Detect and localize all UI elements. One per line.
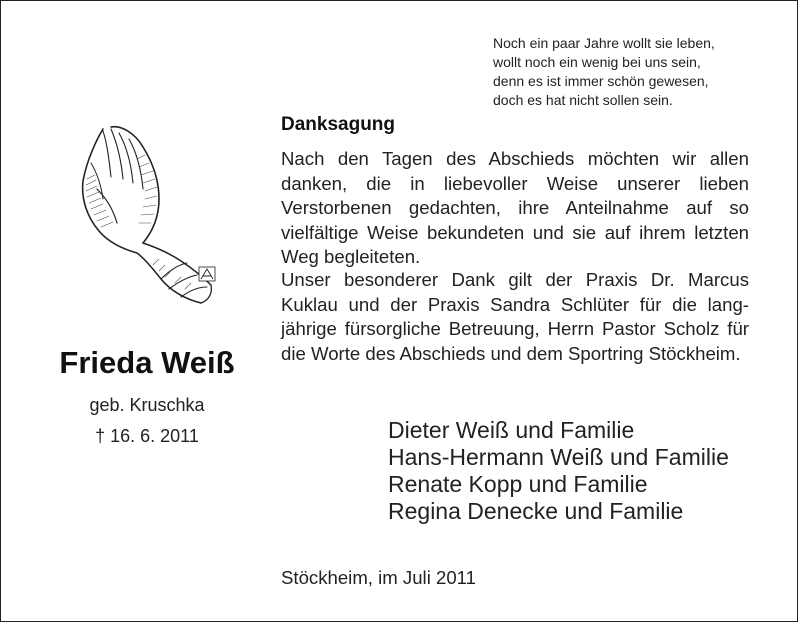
family-entry: Dieter Weiß und Familie — [388, 417, 635, 443]
family-list — [388, 417, 729, 525]
poem-line: wollt noch ein wenig bei uns sein, — [493, 54, 701, 70]
poem-line: denn es ist immer schön gewesen, — [493, 73, 709, 89]
notice-heading: Danksagung — [281, 114, 396, 135]
poem-line: doch es hat nicht sollen sein. — [493, 92, 673, 108]
family-entry: Renate Kopp und Familie — [388, 471, 648, 497]
birth-name: geb. Kruschka — [89, 395, 205, 415]
thanks-paragraph: Nach den Tagen des Abschieds möchten wir allen danken, die in liebevoller Weise unserer lieben Verstorbenen gedachten, ihre Anteilnahme auf so vielfältige Weise bekundeten und sie auf ihrem letzten Weg begleiteten. — [281, 148, 749, 267]
praying-hands-icon — [73, 119, 223, 319]
deceased-name: Frieda Weiß — [59, 345, 235, 380]
place-date: Stöckheim, im Juli 2011 — [281, 567, 476, 588]
poem — [493, 34, 773, 110]
family-entry: Hans-Hermann Weiß und Familie — [388, 444, 729, 470]
monogram-icon — [199, 267, 215, 281]
family-entry: Regina Denecke und Familie — [388, 498, 684, 524]
death-date: † 16. 6. 2011 — [95, 426, 199, 446]
thanks-paragraph-special: Unser besonderer Dank gilt der Praxis Dr. Marcus Kuklau und der Praxis Sandra Schlüter für die langjährige fürsorgliche Betreuung, Herrn Pastor Scholz für die Worte des Abschieds und dem Sportring Stöckheim. — [281, 269, 749, 364]
poem-line: Noch ein paar Jahre wollt sie leben, — [493, 35, 715, 51]
